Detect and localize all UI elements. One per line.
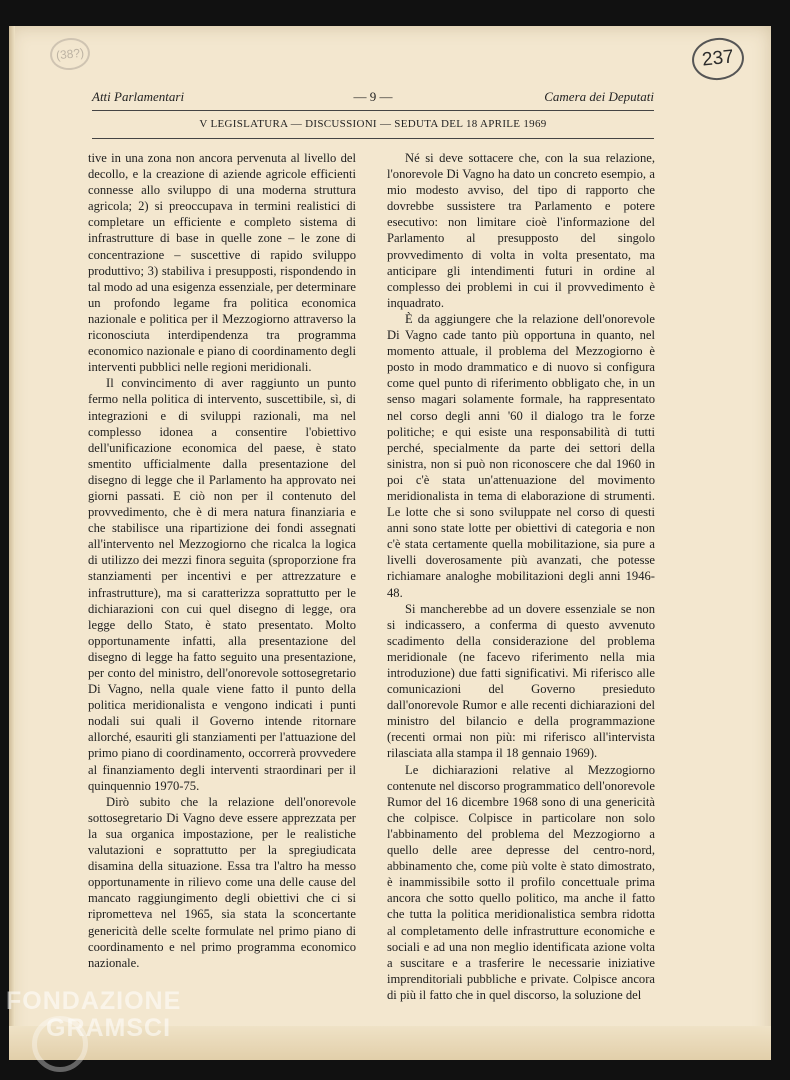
paragraph: È da aggiungere che la relazione dell'onorevole Di Vagno cade tanto più opportuna in quanto, nel momento attuale, il problema del Mezzogiorno è posto in modo drammatico e di nuovo si configura come quel punto di riferimento obbligato che, in un senso magari solamente formale, ha rappresentato nel corso degli anni '60 il dialogo tra le forze politiche; e qui esiste una responsabilità di tutti perché, specialmente da parte dei settori della sinistra, non si può non riconoscere che dal 1960 in poi c'è stata un'attenuazione del movimento meridionalista in tema di elaborazione di strumenti. Le lotte che si sono sviluppate nel corso di questi anni sono state lotte per obiettivi di categoria e non c'è stata certamente quella mobilitazione, sia pure a livelli doverosamente più avanzati, che potesse richiamare analoghe mobilitazioni degli anni 1946-48.: [387, 311, 655, 600]
paragraph: Né si deve sottacere che, con la sua relazione, l'onorevole Di Vagno ha dato un concreto esempio, a mio modesto avviso, del tipo di rapporto che dovrebbe sussistere tra Parlamento e potere esecutivo: non limitare cioè l'informazione del Parlamento al presupposto del singolo provvedimento di volta in volta presentato, ma anticipare gli intendimenti futuri in ordine al complesso dei problemi in cui il provvedimento è inquadrato.: [387, 151, 655, 310]
page-spine: [9, 26, 15, 1060]
watermark: [6, 988, 181, 1042]
paragraph: Il convincimento di aver raggiunto un punto fermo nella politica di intervento, suscettibile, sì, di integrazioni e di sviluppi razionali, ma nel complesso idonea a consentire l'obiettivo dell'unificazione economica del paese, è stato smentito ufficialmente dalla presentazione del disegno di legge che il Parlamento ha approvato nei giorni passati. E ciò non per il contenuto del provvedimento, che è di mera natura finanziaria e che stabilisce una ripartizione dei fondi assegnati all'intervento nel Mezzogiorno che ricalca la logica di utilizzo dei mezzi finora seguita (sproporzione fra stanziamenti per incentivi e per attrezzature e infrastrutture), ma si caratterizza soprattutto per le dichiarazioni con cui quel disegno di legge, ora legge dello Stato, è stato presentato. Molto opportunamente infatti, alla presentazione del disegno di legge ha fatto seguito una presentazione, per conto del ministro, dell'onorevole sottosegretario Di Vagno, nella quale viene fatto il punto della politica meridionalista e vengono indicati i punti nodali sui quali il Governo intende ritornare allorché, esauriti gli stanziamenti per l'attuazione del primo piano di coordinamento, occorrerà provvedere al finanziamento degli interventi straordinari per il quinquennio 1970-75.: [88, 376, 356, 793]
header-left: Atti Parlamentari: [92, 89, 185, 104]
watermark-line1: FONDAZIONE: [6, 987, 182, 1015]
session-subheader: V LEGISLATURA — DISCUSSIONI — SEDUTA DEL 18 APRILE 1969: [199, 118, 547, 130]
header-rule-bottom: [92, 138, 654, 139]
paragraph: Si mancherebbe ad un dovere essenziale se non si indicassero, a conferma di questo avvenuto scadimento della considerazione del problema meridionale (ne facevo riferimento nella mia introduzione) due fatti significativi. Mi riferisco alle comunicazioni del Governo presieduto dall'onorevole Rumor e alle recenti dichiarazioni del ministro del bilancio e della programmazione (recenti ormai non più: mi riferisco all'intervista rilasciata alla stampa il 18 gennaio 1969).: [387, 601, 655, 761]
running-header: [92, 89, 654, 107]
header-page-number: — 9 —: [353, 89, 393, 104]
paragraph: tive in una zona non ancora pervenuta al livello del decollo, e la creazione di aziende agricole efficienti connesse allo sviluppo di una moderna struttura agricola; 2) si preoccupava in termini realistici di completare un efficiente e completo sistema di infrastrutture di base in quelle zone – le zone di concentrazione – suscettive di rapido sviluppo produttivo; 3) stabiliva i presupposti, rispondendo in tal modo ad una esigenza essenziale, per determinare un profondo legame fra politica economica nazionale e politica per il Mezzogiorno attraverso la riconosciuta interdipendenza tra programma economico nazionale e piano di coordinamento degli interventi pubblici nelle regioni meridionali.: [88, 151, 356, 375]
right-column: [387, 150, 655, 1003]
header-rule-top: [92, 110, 654, 111]
page-number-stamp: 237: [690, 35, 746, 82]
paragraph: Le dichiarazioni relative al Mezzogiorno contenute nel discorso programmatico dell'onorevole Rumor del 16 dicembre 1968 sono di una genericità che colpisce. Colpisce in particolare non solo l'abbinamento del problema del Mezzogiorno a quello delle aree depresse del centro-nord, abbinamento che, come più volte è stato dimostrato, è inammissibile sotto il profilo concettuale prima ancora che sotto quello politico, ma anche il fatto che tutta la politica meridionalistica sembra ridotta al completamento delle infrastrutture economiche e sociali e ad una non meglio identificata azione volta a suscitare e a trasferire le necessarie iniziative imprenditoriali pubbliche e private. Colpisce ancora di più il fatto che in quel discorso, la soluzione del: [387, 762, 655, 1002]
paragraph: Dirò subito che la relazione dell'onorevole sottosegretario Di Vagno deve essere apprezzata per la sua organica impostazione, per le realistiche valutazioni e soprattutto per la spregiudicata disamina della situazione. Essa tra l'altro ha messo opportunamente in rilievo come una delle cause del mancato raggiungimento degli obiettivi che ci si riprometteva nel 1965, sia stata la sconcertante genericità delle scelte formulate nel primo piano di coordinamento e nel primo programma economico nazionale.: [88, 794, 356, 970]
watermark-line2: GRAMSCI: [46, 1014, 172, 1042]
faint-stamp: (38?): [48, 36, 91, 72]
header-right: Camera dei Deputati: [544, 89, 654, 104]
left-column: [88, 150, 356, 971]
